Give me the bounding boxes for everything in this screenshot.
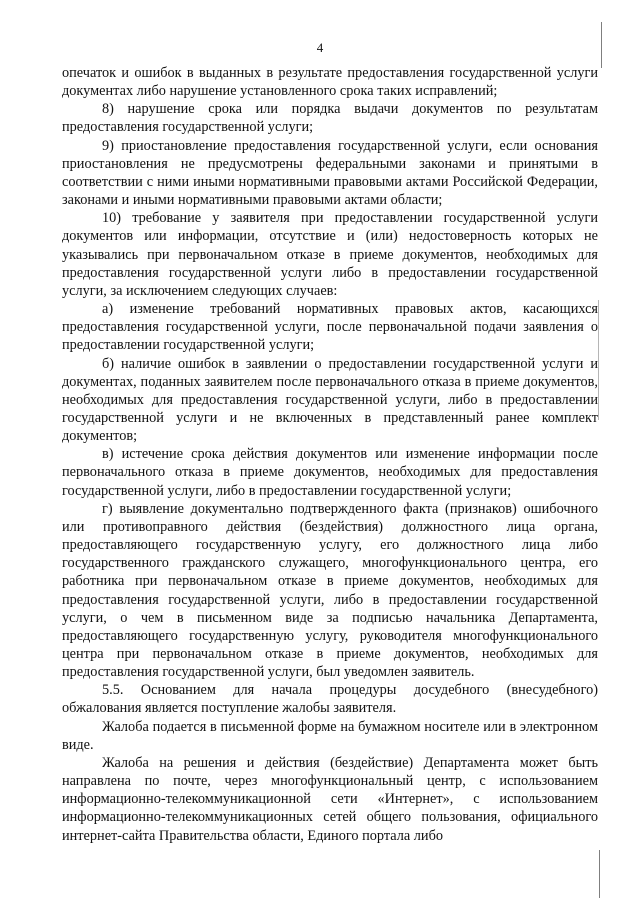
paragraph-subitem-a: а) изменение требований нормативных правовых актов, касающихся предоставления государственной услуги, после первоначальной подачи заявления о предоставлении государственной услуги; [62, 301, 598, 354]
scan-edge-mark-mid [598, 300, 599, 420]
paragraph-subitem-v: в) истечение срока действия документов или изменение информации после первоначального отказа в приеме документов, необходимых для предоставления государственной услуги, либо в предоставлении государственной услуги; [62, 446, 598, 499]
paragraph-continuation: опечаток и ошибок в выданных в результате предоставления государственной услуги документах либо нарушение установленного срока таких исправлений; [62, 65, 598, 100]
paragraph-subitem-g: г) выявление документально подтвержденного факта (признаков) ошибочного или противоправного действия (бездействия) должностного лица органа, предоставляющего государственную услугу, его должностного лица либо государственного гражданского служащего, многофункционального центра, его работника при первоначальном отказе в приеме документов, необходимых для предоставления государственной услуги, либо в предоставлении государственной услуги, о чем в письменном виде за подписью начальника Департамента, предоставляющего государственную услугу, руководителя многофункционального центра при первоначальном отказе в приеме документов, необходимых для предоставления государственной услуги, был уведомлен заявитель. [62, 500, 598, 681]
document-body [62, 64, 598, 845]
paragraph-item-8: 8) нарушение срока или порядка выдачи документов по результатам предоставления государственной услуги; [62, 101, 598, 136]
paragraph-item-9: 9) приостановление предоставления государственной услуги, если основания приостановления не предусмотрены федеральными законами и принятыми в соответствии с ними иными нормативными правовыми актами Российской Федерации, законами и иными нормативными правовыми актами области; [62, 137, 598, 209]
scan-edge-mark-top [601, 22, 602, 68]
paragraph-5-5: 5.5. Основанием для начала процедуры досудебного (внесудебного) обжалования является поступление жалобы заявителя. [62, 682, 598, 717]
page-number: 4 [316, 40, 324, 55]
paragraph-complaint-form: Жалоба подается в письменной форме на бумажном носителе или в электронном виде. [62, 718, 598, 753]
scan-edge-mark-bottom [599, 850, 600, 898]
paragraph-subitem-b: б) наличие ошибок в заявлении о предоставлении государственной услуги и документах, поданных заявителем после первоначального отказа в приеме документов, необходимых для предоставления государственной услуги, либо в предоставлении государственной услуги и не включенных в представленный ранее комплект документов; [62, 355, 598, 445]
paragraph-item-10: 10) требование у заявителя при предоставлении государственной услуги документов или информации, отсутствие и (или) недостоверность которых не указывались при первоначальном отказе в приеме документов, необходимых для предоставления государственной услуги либо в предоставлении государственной услуги, за исключением следующих случаев: [62, 210, 598, 299]
paragraph-complaint-channels: Жалоба на решения и действия (бездействие) Департамента может быть направлена по почте, через многофункциональный центр, с использованием информационно-телекоммуникационной сети «Интернет», с использованием информационно-телекоммуникационных сетей общего пользования, официального интернет-сайта Правительства области, Единого портала либо [62, 754, 598, 844]
